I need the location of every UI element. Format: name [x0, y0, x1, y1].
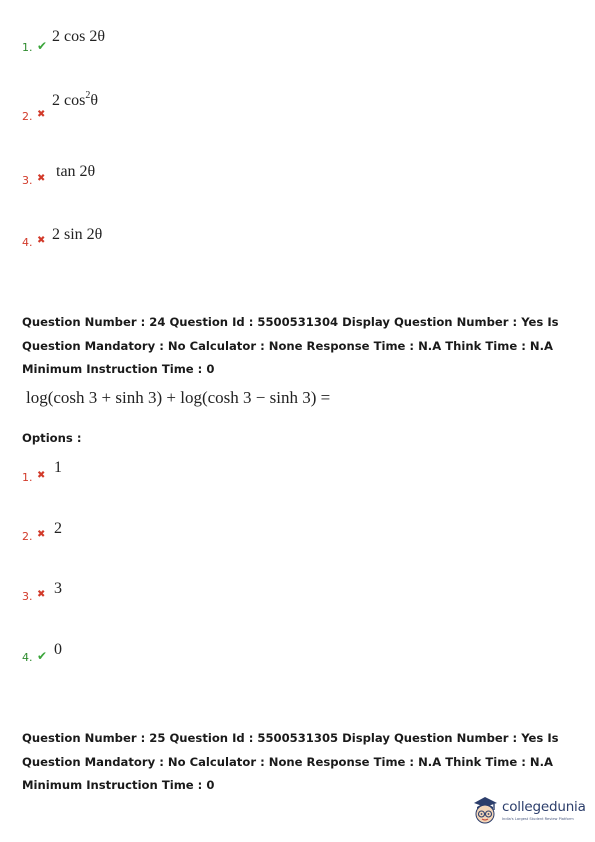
cross-icon: ✖ — [37, 529, 46, 540]
option-number: 1. — [22, 471, 33, 484]
option-number: 4. — [22, 236, 33, 249]
check-icon: ✔ — [37, 649, 48, 663]
option-number: 3. — [22, 590, 33, 603]
cross-icon: ✖ — [37, 109, 46, 120]
logo-name: collegedunia — [502, 799, 586, 815]
option-value: 2 — [54, 520, 62, 537]
option-expression: 2 cos 2θ — [52, 28, 105, 45]
option-value: 3 — [54, 580, 62, 597]
option-number: 3. — [22, 174, 33, 187]
option-number: 2. — [22, 530, 33, 543]
option-expression: 2 $\cos^2\theta$ — [52, 90, 98, 109]
option-number: 1. — [22, 41, 33, 54]
option-expression: tan 2θ — [56, 163, 96, 180]
cross-icon: ✖ — [37, 470, 46, 481]
mascot-icon — [470, 793, 500, 829]
option-value: 1 — [54, 459, 62, 476]
option-value: 0 — [54, 641, 62, 658]
option-expression: 2 sin 2θ — [52, 226, 103, 243]
options-label: Options : — [22, 431, 82, 445]
cross-icon: ✖ — [37, 589, 46, 600]
question-25-header: Question Number : 25 Question Id : 5500531305 Display Question Number : Yes Is Question Mandatory : No Calculator : None Response Time : N.A Think Time : N.A Minimum Instruction Time : 0 — [22, 731, 559, 792]
cross-icon: ✖ — [37, 235, 46, 246]
option-number: 2. — [22, 110, 33, 123]
option-number: 4. — [22, 651, 33, 664]
cross-icon: ✖ — [37, 173, 46, 184]
check-icon: ✔ — [37, 39, 48, 53]
collegedunia-logo[interactable] — [470, 793, 590, 829]
question-24-expression: log(cosh 3 + sinh 3) + log(cosh 3 − sinh 3) = — [26, 388, 331, 407]
logo-tagline: India's Largest Student Review Platform — [502, 817, 574, 821]
question-24-header: Question Number : 24 Question Id : 5500531304 Display Question Number : Yes Is Question Mandatory : No Calculator : None Response Time : N.A Think Time : N.A Minimum Instruction Time : 0 — [22, 315, 559, 376]
